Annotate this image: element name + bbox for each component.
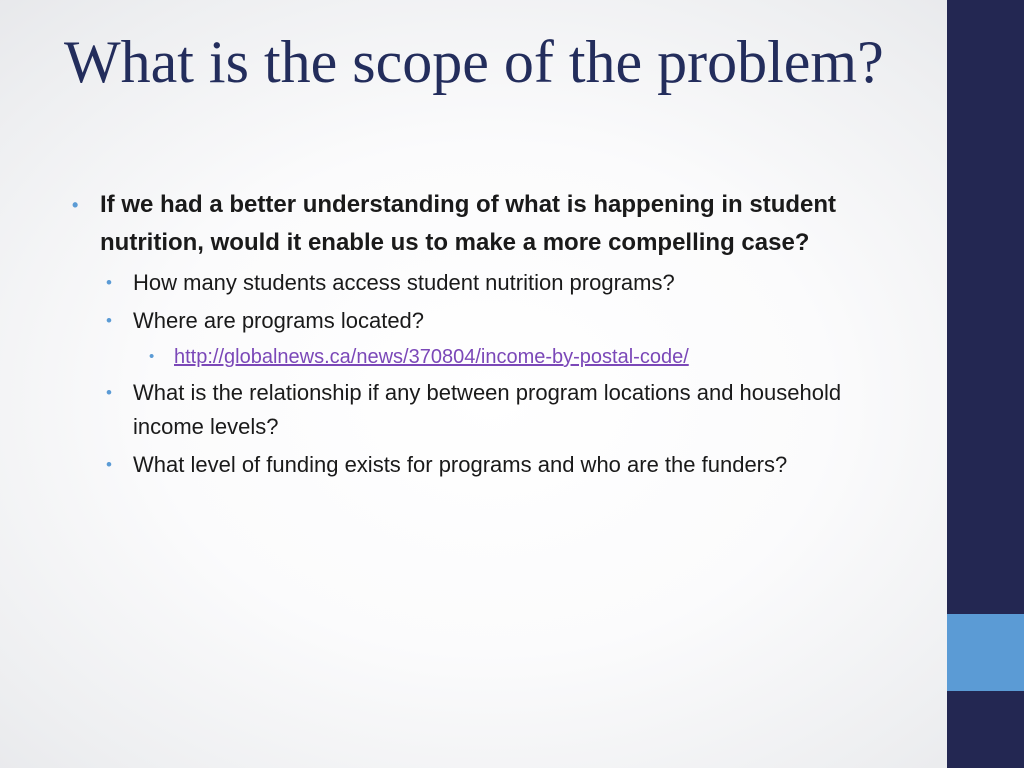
bullet-main (72, 186, 862, 262)
slide-content (72, 186, 862, 486)
bullet-text: What level of funding exists for programs and who are the funders? (133, 452, 788, 477)
bullet-text: Where are programs located? (133, 308, 425, 333)
slide-title: What is the scope of the problem? (64, 29, 884, 95)
bullet-main-text: If we had a better understanding of what is happening in student nutrition, would it enable us to make a more compelling case? (100, 191, 837, 256)
sidebar-accent-block (947, 614, 1024, 691)
bullet-icon: • (149, 348, 155, 365)
bullet-icon: • (72, 195, 79, 215)
bullet-students-access (106, 266, 862, 300)
bullet-link (149, 342, 862, 372)
bullet-text: How many students access student nutrition programs? (133, 270, 675, 295)
bullet-icon: • (106, 455, 112, 474)
bullet-text: What is the relationship if any between program locations and household income levels? (133, 380, 842, 439)
bullet-icon: • (106, 311, 112, 330)
bullet-icon: • (106, 383, 112, 402)
bullet-funding (106, 448, 862, 482)
bullet-icon: • (106, 273, 112, 292)
globalnews-link[interactable]: http://globalnews.ca/news/370804/income-by-postal-code/ (174, 346, 689, 368)
bullet-program-locations (106, 304, 862, 338)
bullet-income-relationship (106, 376, 862, 444)
